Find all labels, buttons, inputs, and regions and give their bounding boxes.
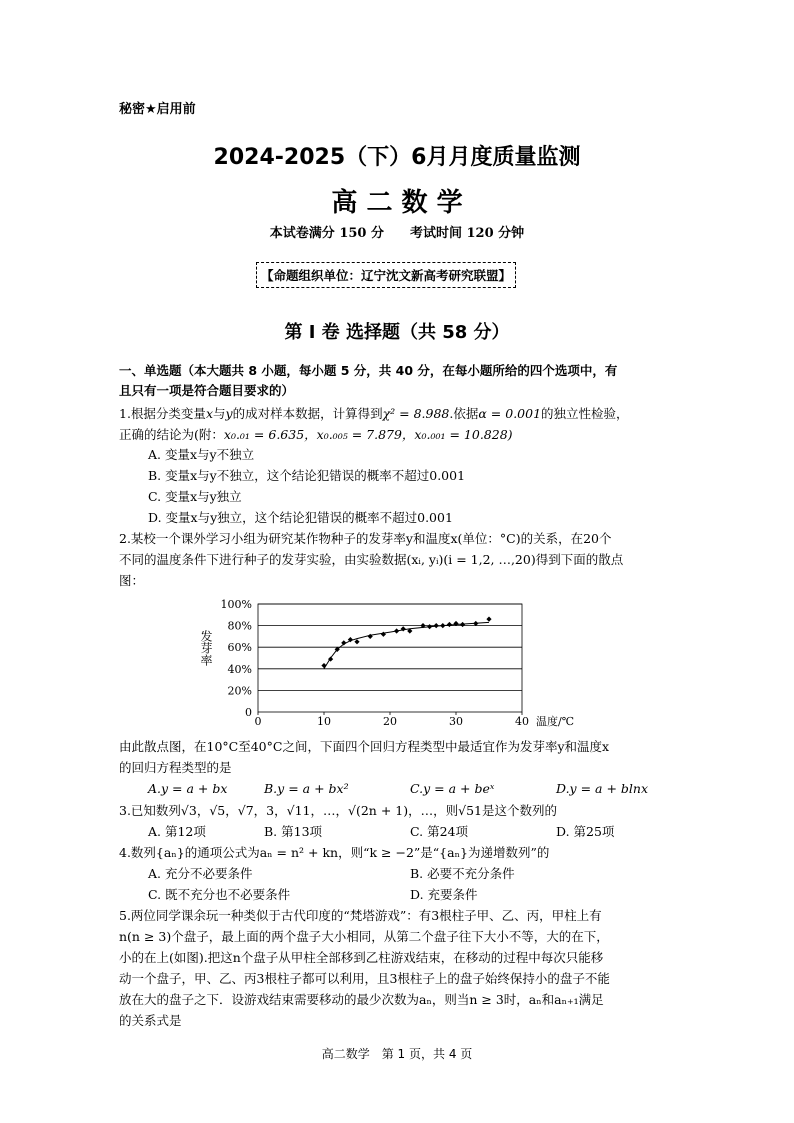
chart-trend-curve: [324, 622, 489, 668]
q3-option-b: B. 第13项: [264, 824, 323, 839]
chart-data-point: [354, 639, 359, 644]
q4-option-d: D. 充要条件: [410, 887, 478, 902]
q5-stem-line2: n(n ≥ 3)个盘子，最上面的两个盘子大小相同，从第二个盘子往下大小不等，大的在下，: [119, 929, 609, 944]
q1-option-d: D. 变量x与y独立，这个结论犯错误的概率不超过0.001: [148, 510, 453, 525]
q2-option-a: A.y = a + bx: [148, 781, 228, 796]
chart-y-tick-label: 80%: [227, 619, 252, 633]
q5-stem-line4: 动一个盘子，甲、乙、丙3根柱子都可以利用，且3根柱子上的盘子始终保持小的盘子不能: [119, 971, 610, 986]
exam-title: 2024-2025（下）6月月度质量监测: [213, 145, 581, 170]
chart-data-point: [460, 622, 465, 627]
chart-x-tick-label: 0: [254, 715, 262, 728]
chart-x-tick-label: 10: [317, 715, 331, 728]
q2-stem-line3: 图：: [119, 573, 145, 588]
q4-option-a: A. 充分不必要条件: [148, 866, 253, 881]
q5-stem-line1: 5.两位同学课余玩一种类似于古代印度的“梵塔游戏”：有3根柱子甲、乙、丙，甲柱上有: [119, 908, 602, 923]
q4-stem: 4.数列{aₙ}的通项公式为aₙ = n² + kn，则“k ≥ −2”是“{aₙ}为递增数列”的: [119, 845, 550, 860]
subject-title: 高 二 数 学: [331, 188, 463, 218]
chart-data-point: [434, 623, 439, 628]
chart-y-tick-label: 40%: [227, 662, 252, 676]
chart-data-point: [447, 622, 452, 627]
q3-option-a: A. 第12项: [148, 824, 206, 839]
chart-y-label: 发芽率: [199, 630, 213, 666]
q1-option-b: B. 变量x与y不独立，这个结论犯错误的概率不超过0.001: [148, 468, 466, 483]
q2-option-c: C.y = a + beˣ: [410, 781, 495, 796]
page-footer: 高二数学 第 1 页，共 4 页: [321, 1047, 473, 1061]
chart-y-tick-label: 100%: [220, 598, 252, 611]
q2-after-line2: 的回归方程类型的是: [119, 760, 232, 775]
q2-option-d: D.y = a + blnx: [556, 781, 649, 796]
q2-after-line1: 由此散点图，在10°C至40°C之间，下面四个回归方程类型中最适宜作为发芽率y和温度x: [119, 739, 610, 754]
chart-data-point: [394, 628, 399, 633]
section-instruction-2: 且只有一项是符合题目要求的）: [119, 383, 295, 398]
q1-option-a: A. 变量x与y不独立: [148, 447, 255, 462]
q3-option-c: C. 第24项: [410, 824, 468, 839]
q1-stem-line1: 1.根据分类变量x与y的成对样本数据，计算得到χ² = 8.988.依据α = 0.001的独立性检验，: [119, 406, 629, 421]
q1-option-c: C. 变量x与y独立: [148, 489, 242, 504]
q4-option-c: C. 既不充分也不必要条件: [148, 887, 291, 902]
chart-y-tick-label: 20%: [227, 684, 252, 698]
section-title: 第 I 卷 选择题（共 58 分）: [284, 322, 510, 343]
chart-y-tick-label: 60%: [227, 641, 252, 655]
q3-stem: 3.已知数列√3，√5，√7，3，√11，…，√(2n + 1)，…，则√51是这个数列的: [119, 803, 557, 818]
chart-plot-frame: [258, 604, 522, 712]
chart-x-tick-label: 30: [449, 715, 463, 728]
q4-option-b: B. 必要不充分条件: [410, 866, 515, 881]
q2-stem-line1: 2.某校一个课外学习小组为研究某作物种子的发芽率y和温度x(单位：°C)的关系，在20个: [119, 531, 612, 546]
section-instruction-1: 一、单选题（本大题共 8 小题，每小题 5 分，共 40 分，在每小题所给的四个选项中，有: [119, 363, 618, 378]
chart-x-tick-label: 20: [383, 715, 397, 728]
chart-y-tick-label: 0: [245, 706, 252, 719]
chart-data-point: [427, 624, 432, 629]
chart-x-label: 温度/℃: [536, 715, 575, 728]
q5-stem-line6: 的关系式是: [119, 1013, 182, 1028]
secret-label: 秘密★启用前: [119, 102, 196, 117]
organizer-box: 【命题组织单位：辽宁沈文新高考研究联盟】: [256, 262, 516, 288]
q2-option-b: B.y = a + bx²: [264, 781, 349, 796]
q2-stem-line2: 不同的温度条件下进行种子的发芽实验，由实验数据(xᵢ, yᵢ)(i = 1,2, …,20)得到下面的散点: [119, 552, 624, 567]
q3-option-d: D. 第25项: [556, 824, 615, 839]
chart-data-point: [341, 640, 346, 645]
chart-x-tick-label: 40: [515, 715, 529, 728]
chart-data-point: [486, 617, 491, 622]
q5-stem-line5: 放在大的盘子之下．设游戏结束需要移动的最少次数为aₙ，则当n ≥ 3时，aₙ和aₙ₊₁满足: [119, 992, 604, 1007]
chart-data-point: [321, 663, 326, 668]
exam-meta: 本试卷满分 150 分 考试时间 120 分钟: [269, 226, 525, 241]
chart-data-point: [440, 623, 445, 628]
q5-stem-line3: 小的在上(如图).把这n个盘子从甲柱全部移到乙柱游戏结束，在移动的过程中每次只能移: [119, 950, 604, 965]
germination-scatter-chart: [190, 592, 575, 732]
q1-stem-line2: 正确的结论为(附：x₀.₀₁ = 6.635，x₀.₀₀₅ = 7.879，x₀.₀₀₁ = 10.828): [119, 427, 513, 442]
